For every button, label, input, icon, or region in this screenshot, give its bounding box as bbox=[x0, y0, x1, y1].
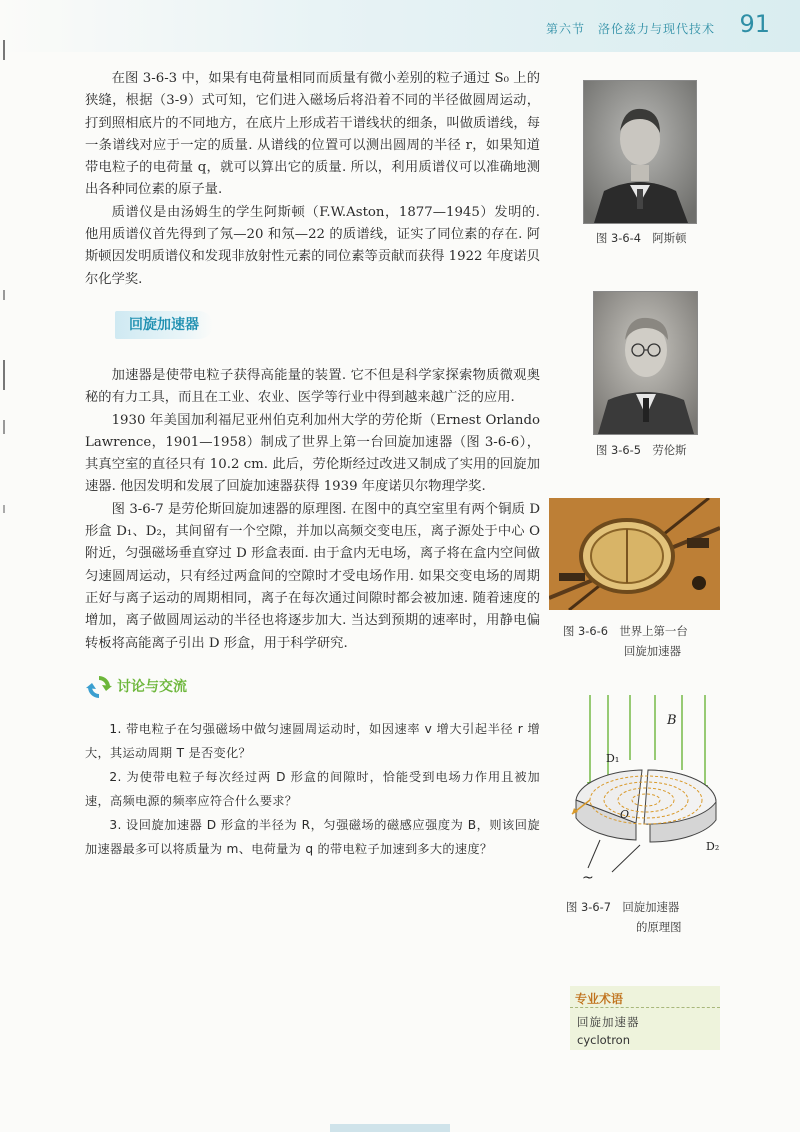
aston-portrait-photo bbox=[583, 80, 697, 224]
bottom-page-bar bbox=[330, 1124, 450, 1132]
page-edge-marks bbox=[0, 0, 14, 1132]
glossary-term-chinese: 回旋加速器 bbox=[577, 1015, 640, 1029]
figure-caption: 的原理图 bbox=[636, 920, 682, 934]
first-cyclotron-photo bbox=[549, 498, 720, 610]
d1-label: D₁ bbox=[606, 752, 620, 765]
glossary-term-english: cyclotron bbox=[577, 1033, 630, 1047]
figure-caption: 图 3-6-7 回旋加速器 bbox=[566, 900, 680, 914]
figure-caption: 回旋加速器 bbox=[624, 644, 681, 658]
d2-label: D₂ bbox=[706, 840, 720, 853]
discussion-title: 讨论与交流 bbox=[117, 678, 187, 695]
running-header: 第六节 洛伦兹力与现代技术 bbox=[545, 22, 715, 36]
figure-caption: 图 3-6-5 劳伦斯 bbox=[596, 443, 687, 457]
paragraph: 加速器是使带电粒子获得高能量的装置. 它不但是科学家探索物质微观奥秘的有力工具，而且在工业、农业、医学等行业中得到越来越广泛的应用. bbox=[85, 367, 540, 406]
discussion-question: 3. 设回旋加速器 D 形盒的半径为 R，匀强磁场的磁感应强度为 B，则该回旋加速器最多可以将质量为 m、电荷量为 q 的带电粒子加速到多大的速度？ bbox=[85, 817, 540, 856]
glossary-title: 专业术语 bbox=[575, 992, 624, 1006]
center-o-label: O bbox=[620, 808, 630, 821]
paragraph: 质谱仪是由汤姆生的学生阿斯顿（F.W.Aston，1877—1945）发明的. 他用质谱仪首先得到了氖—20 和氖—22 的质谱线，证实了同位素的存在. 阿斯顿因发明质谱仪和发现非放射性元素的同位素等贡献而获得 1922 年度诺贝尔化学奖. bbox=[85, 204, 540, 287]
section-title: 回旋加速器 bbox=[115, 311, 213, 339]
main-column bbox=[85, 68, 540, 861]
paragraph: 图 3-6-7 是劳伦斯回旋加速器的原理图. 在图中的真空室里有两个铜质 D 形盒 D₁、D₂，其间留有一个空隙，并加以高频交变电压，离子源处于中心 O 附近，匀强磁场垂直穿过 D 形盒表面. 由于盒内无电场，离子将在盒内空间做匀速圆周运动，只有经过两盒间的空隙时才受电场作用. 如果交变电场的周期正好与离子运动的周期相同，离子在每次通过间隙时都会被加速. 随着速度的增加，离子做圆周运动的半径也将逐步加大. 当达到预期的速率时，用静电偏转板将高能离子引出 D 形盒，用于科学研究. bbox=[85, 501, 540, 651]
paragraph: 在图 3-6-3 中，如果有电荷量相同而质量有微小差别的粒子通过 S₀ 上的狭缝，根据（3-9）式可知，它们进入磁场后将沿着不同的半径做圆周运动，打到照相底片的不同地方，在底片上形成若干谱线状的细条，叫做质谱线，每一条谱线对应于一定的质量. 从谱线的位置可以测出圆周的半径 r，如果知道带电粒子的电荷量 q，就可以算出它的质量. 所以，利用质谱仪可以准确地测出各种同位素的原子量. bbox=[85, 71, 540, 198]
glossary-divider bbox=[570, 1007, 720, 1008]
section-heading bbox=[115, 311, 540, 337]
paragraph: 1930 年美国加利福尼亚州伯克利加州大学的劳伦斯（Ernest Orlando Lawrence，1901—1958）制成了世界上第一台回旋加速器（图 3-6-6），其真空室的直径只有 10.2 cm. 此后，劳伦斯经过改进又制成了实用的回旋加速器. 他因发明和发展了回旋加速器获得 1939 年度诺贝尔物理学奖. bbox=[85, 412, 540, 495]
lawrence-portrait-photo bbox=[593, 291, 698, 435]
discussion-arrows-icon bbox=[85, 673, 113, 701]
discussion-question: 2. 为使带电粒子每次经过两 D 形盒的间隙时，恰能受到电场力作用且被加速，高频电源的频率应符合什么要求？ bbox=[85, 769, 540, 808]
discussion-heading bbox=[85, 673, 540, 701]
magnetic-field-label: B bbox=[667, 713, 677, 728]
discussion-question: 1. 带电粒子在匀强磁场中做匀速圆周运动时，如因速率 v 增大引起半径 r 增大，其运动周期 T 是否变化？ bbox=[85, 721, 540, 760]
cyclotron-principle-diagram bbox=[560, 690, 735, 890]
figure-caption: 图 3-6-6 世界上第一台 bbox=[563, 624, 688, 638]
figure-caption: 图 3-6-4 阿斯顿 bbox=[596, 231, 687, 245]
ac-source-label: ~ bbox=[582, 870, 594, 886]
page-number: 91 bbox=[739, 10, 770, 38]
